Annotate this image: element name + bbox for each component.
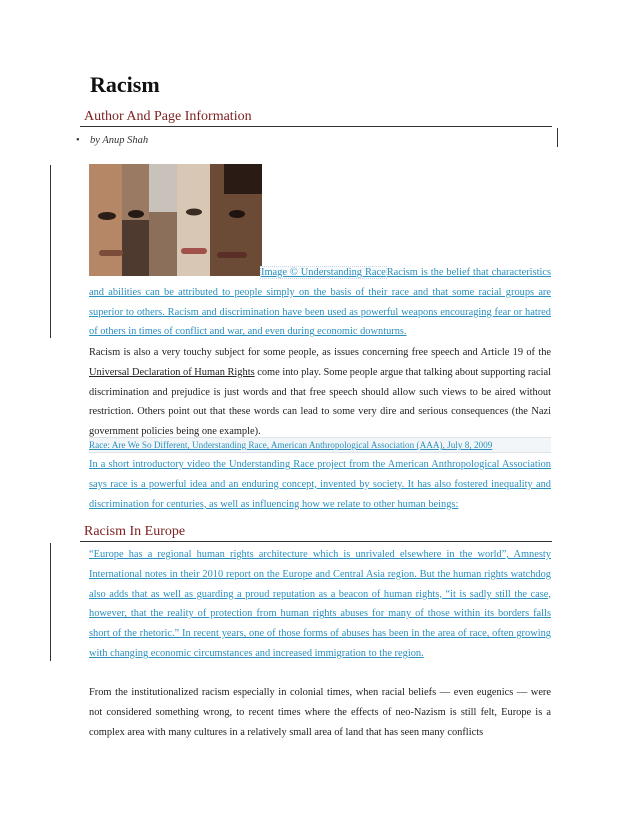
change-bar-left-2 [50,543,51,661]
page-title: Racism [90,72,160,97]
udhr-link[interactable]: Universal Declaration of Human Rights [89,366,255,378]
free-speech-text-2: come into play. Some people argue that talking about supporting racial discrimination and prejudice is just words and that free speech should allow such views to be aired without restriction. Others point out that these words can lead to some very dire and serious consequences (the Nazi government policies being one example). [89,366,551,438]
racism-definition-link[interactable]: Racism is the belief that characteristics and abilities can be attributed to people simply on the basis of their race and that some racial groups are superior to others. Racism and discrimination have been used as powerful weapons encouraging fear or hatred of others in times of conflict and war, and even during economic downturns. [89,267,552,338]
bullet: • [76,135,80,146]
change-bar-right [557,128,558,147]
author-line [76,135,148,146]
author-name: by Anup Shah [90,135,149,146]
europe-heading: Racism In Europe [84,524,186,539]
faces-collage-image [89,164,262,276]
europe-heading-rule [80,541,552,542]
author-heading-rule [80,126,552,127]
free-speech-paragraph [89,343,551,442]
amnesty-quote-paragraph[interactable]: “Europe has a regional human rights architecture which is unrivaled elsewhere in the world”, Amnesty International notes in their 2010 report on the Europe and Central Asia region. But the human rights watchdog also adds that as well as guarding a proud reputation as a beacon of human rights, “it is sadly still the case, however, that the reality of protection from human rights abuses for many of those within its borders falls short of the rhetoric.” In recent years, one of those forms of abuses has been in the area of race, often growing with changing economic circumstances and increased immigration to the region. [89,549,551,659]
europe-history-paragraph: From the institutionalized racism especially in colonial times, when racial beliefs — even eugenics — were not considered something wrong, to recent times where the effects of neo-Nazism is still felt, Europe is a complex area with many cultures in a relatively small area of land that has seen many conflicts [89,687,551,738]
author-heading: Author And Page Information [84,109,252,124]
video-caption-link[interactable]: Race: Are We So Different, Understanding Race, American Anthropological Association (AAA), July 8, 2009 [89,437,551,453]
free-speech-text-1: Racism is also a very touchy subject for some people, as issues concerning free speech and Article 19 of the [89,347,551,358]
image-credit-link[interactable]: Image © Understanding Race [261,267,386,278]
understanding-race-paragraph[interactable]: In a short introductory video the Understanding Race project from the American Anthropological Association says race is a powerful idea and an enduring concept, invented by society. It has also fostered inequality and discrimination for centuries, as well as influencing how we relate to other human beings: [89,459,551,510]
intro-paragraph [89,263,551,342]
change-bar-left-1 [50,165,51,338]
